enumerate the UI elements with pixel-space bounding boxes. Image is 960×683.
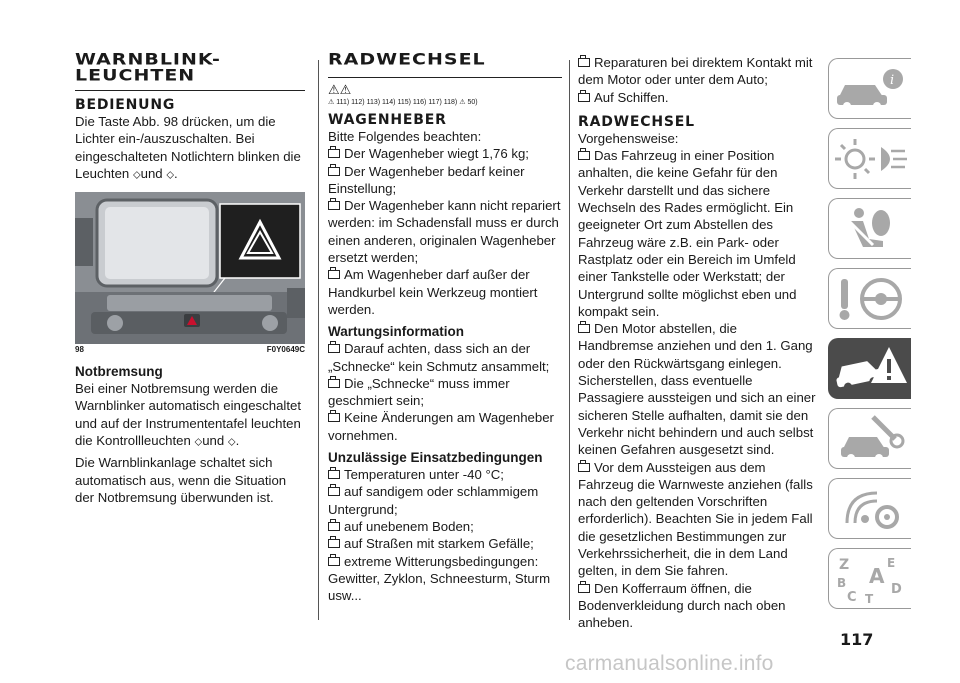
subheading-wartungsinformation: Wartungsinformation (328, 324, 464, 340)
bullet-icon (328, 149, 340, 158)
list-item: Reparaturen bei direktem Kontakt mit dem Motor oder unter dem Auto; (578, 55, 813, 88)
steering-key-icon (829, 269, 911, 328)
bullet-icon (578, 463, 590, 472)
media-settings-icon (829, 479, 911, 538)
tab-airbag-seat[interactable] (828, 198, 911, 259)
subheading-bedienung: BEDIENUNG (75, 97, 176, 113)
car-info-icon (829, 59, 911, 118)
list-item: Den Motor abstellen, die Handbremse anziehen und den 1. Gang oder den Rückwärtsgang einlegen. Sicherstellen, dass eventuelle Passagiere aussteigen und sich an einer sicheren Stelle aufhalten, damit sie den Verkehr nicht behindern und auch selbst keinen Gefahren ausgesetzt sind. (578, 321, 816, 458)
bullet-icon (328, 557, 340, 566)
bullet-icon (328, 167, 340, 176)
subheading-unzulaessige: Unzulässige Einsatzbedingungen (328, 450, 543, 466)
section-title-radwechsel (328, 52, 562, 78)
title-line-2: LEUCHTEN (75, 66, 196, 85)
column-radwechsel (328, 52, 562, 604)
car-warning-icon (829, 339, 911, 398)
column-warnblinkleuchten (75, 52, 305, 506)
list-item: Der Wagenheber wiegt 1,76 kg; (328, 145, 562, 162)
bullet-icon (328, 344, 340, 353)
list-item: Die „Schnecke“ muss immer geschmiert sein; (328, 375, 510, 409)
turn-signal-icon: ⬦ (132, 168, 141, 181)
bullet-icon (328, 270, 340, 279)
page-number: 117 (840, 630, 874, 649)
index-letter: A (869, 564, 885, 588)
wrench-car-icon (829, 409, 911, 468)
list-item: Vor dem Aussteigen aus dem Fahrzeug die Warnweste anziehen (falls nach den geltenden Vorschriften erforderlich). Beachten Sie in jedem Fall die gesetzlichen Bestimmungen zur Verkehrssicherheit, die in dem Land gelten, in dem Sie fahren. (578, 459, 813, 579)
title-radwechsel: RADWECHSEL (328, 50, 486, 69)
index-letter: B (837, 576, 847, 590)
warning-icon: ⚠⚠ (328, 82, 352, 97)
index-letters-icon (829, 549, 911, 608)
list-item: extreme Witterungsbedingungen: Gewitter, Zyklon, Schneesturm, Sturm usw... (328, 553, 551, 604)
tab-steering-key[interactable] (828, 268, 911, 329)
column-radwechsel-procedure (578, 54, 816, 632)
subheading-wagenheber: WAGENHEBER (328, 112, 447, 128)
list-item: auf sandigem oder schlammigem Untergrund; (328, 484, 539, 517)
paragraph-intro: Die Taste Abb. 98 drücken, um die Lichter ein-/auszuschalten. Bei eingeschalteten Notlichtern blinken die Leuchten ⬦und ⬦. (75, 114, 301, 181)
svg-text:i: i (890, 73, 895, 88)
index-letter: D (891, 582, 902, 597)
warning-small-icon: ⚠ (328, 99, 335, 106)
tab-media-settings[interactable] (828, 478, 911, 539)
tab-index[interactable] (828, 548, 911, 609)
list-item: Der Wagenheber bedarf keiner Einstellung; (328, 163, 525, 196)
bullet-icon (328, 413, 340, 422)
section-title-warnblink (75, 52, 305, 91)
bullet-icon (578, 151, 590, 160)
watermark: carmanualsonline.info (565, 652, 774, 675)
list-item: Den Kofferraum öffnen, die Bodenverkleidung durch nach oben anheben. (578, 580, 786, 631)
bullet-icon (328, 379, 340, 388)
list-item: Temperaturen unter -40 °C; (328, 466, 562, 483)
bullet-icon (578, 58, 590, 67)
paragraph-notbremsung: Bei einer Notbremsung werden die Warnblinker automatisch eingeschaltet und auf der Instrumententafel leuchten die Kontrollleuchten ⬦und ⬦. (75, 381, 302, 449)
list-item: auf unebenem Boden; (328, 518, 562, 535)
title-line-1: WARNBLINK- (75, 50, 221, 69)
bullet-icon (328, 201, 340, 210)
reference-numbers: ⚠ 111) 112) 113) 114) 115) 116) 117) 118) ⚠ 50) (328, 99, 478, 106)
subheading-radwechsel: RADWECHSEL (578, 113, 695, 130)
dashboard-illustration (75, 192, 305, 344)
warning-small-icon: ⚠ (459, 99, 466, 106)
list-item: Am Wagenheber darf außer der Handkurbel kein Werkzeug montiert werden. (328, 267, 538, 317)
index-letter: E (887, 556, 896, 570)
list-item: Darauf achten, dass sich an der „Schnecke“ kein Schmutz ansammelt; (328, 341, 550, 374)
paragraph-wagenheber-intro: Bitte Folgendes beachten: (328, 129, 482, 144)
figure-number: 98 (75, 345, 84, 355)
turn-signal-icon: ⬦ (194, 436, 203, 449)
tab-car-warning[interactable] (828, 338, 911, 399)
tab-car-info[interactable] (828, 58, 911, 119)
bullet-icon (578, 93, 590, 102)
list-item: Das Fahrzeug in einer Position anhalten, die keine Gefahr für den Verkehr darstellt und das sichere Wechseln des Rades ermöglicht. Ein geeigneter Ort zum Abstellen des Fahrzeug wäre z.B. ein Park- oder Rastplatz oder ein Bereich im Umfeld einer Tankstelle oder Werkstatt; der Untergrund sollte möglichst eben und kompakt sein. (578, 148, 797, 319)
turn-signal-icon: ⬦ (166, 168, 175, 181)
column-divider (569, 60, 570, 620)
bullet-icon (328, 522, 340, 531)
chapter-tabs (828, 58, 910, 618)
subheading-notbremsung: Notbremsung (75, 364, 163, 380)
figure-code: F0Y0649C (266, 345, 305, 355)
bullet-icon (578, 584, 590, 593)
paragraph-vorgehensweise: Vorgehensweise: (578, 130, 679, 146)
paragraph-notbremsung-2: Die Warnblinkanlage schaltet sich automatisch aus, wenn die Situation der Notbremsung überwunden ist. (75, 455, 287, 505)
index-letter: T (865, 592, 874, 606)
tab-wrench-car[interactable] (828, 408, 911, 469)
list-item: Keine Änderungen am Wagenheber vornehmen. (328, 410, 554, 443)
airbag-seat-icon (829, 199, 911, 258)
bullet-icon (328, 539, 340, 548)
tab-dashboard-lights[interactable] (828, 128, 911, 189)
list-item: auf Straßen mit starkem Gefälle; (328, 535, 562, 552)
figure-hazard-button (75, 192, 305, 344)
bullet-icon (328, 487, 340, 496)
bullet-icon (328, 470, 340, 479)
column-divider (318, 60, 319, 620)
index-letter: Z (839, 557, 850, 573)
list-item: Auf Schiffen. (578, 89, 816, 106)
dashboard-lights-icon (829, 129, 911, 188)
index-letter: C (847, 590, 857, 605)
figure-caption (75, 345, 305, 354)
list-item: Der Wagenheber kann nicht repariert werden: im Schadensfall muss er durch einen anderen, originalen Wagenheber ersetzt werden; (328, 198, 561, 266)
turn-signal-icon: ⬦ (227, 436, 236, 449)
bullet-icon (578, 324, 590, 333)
